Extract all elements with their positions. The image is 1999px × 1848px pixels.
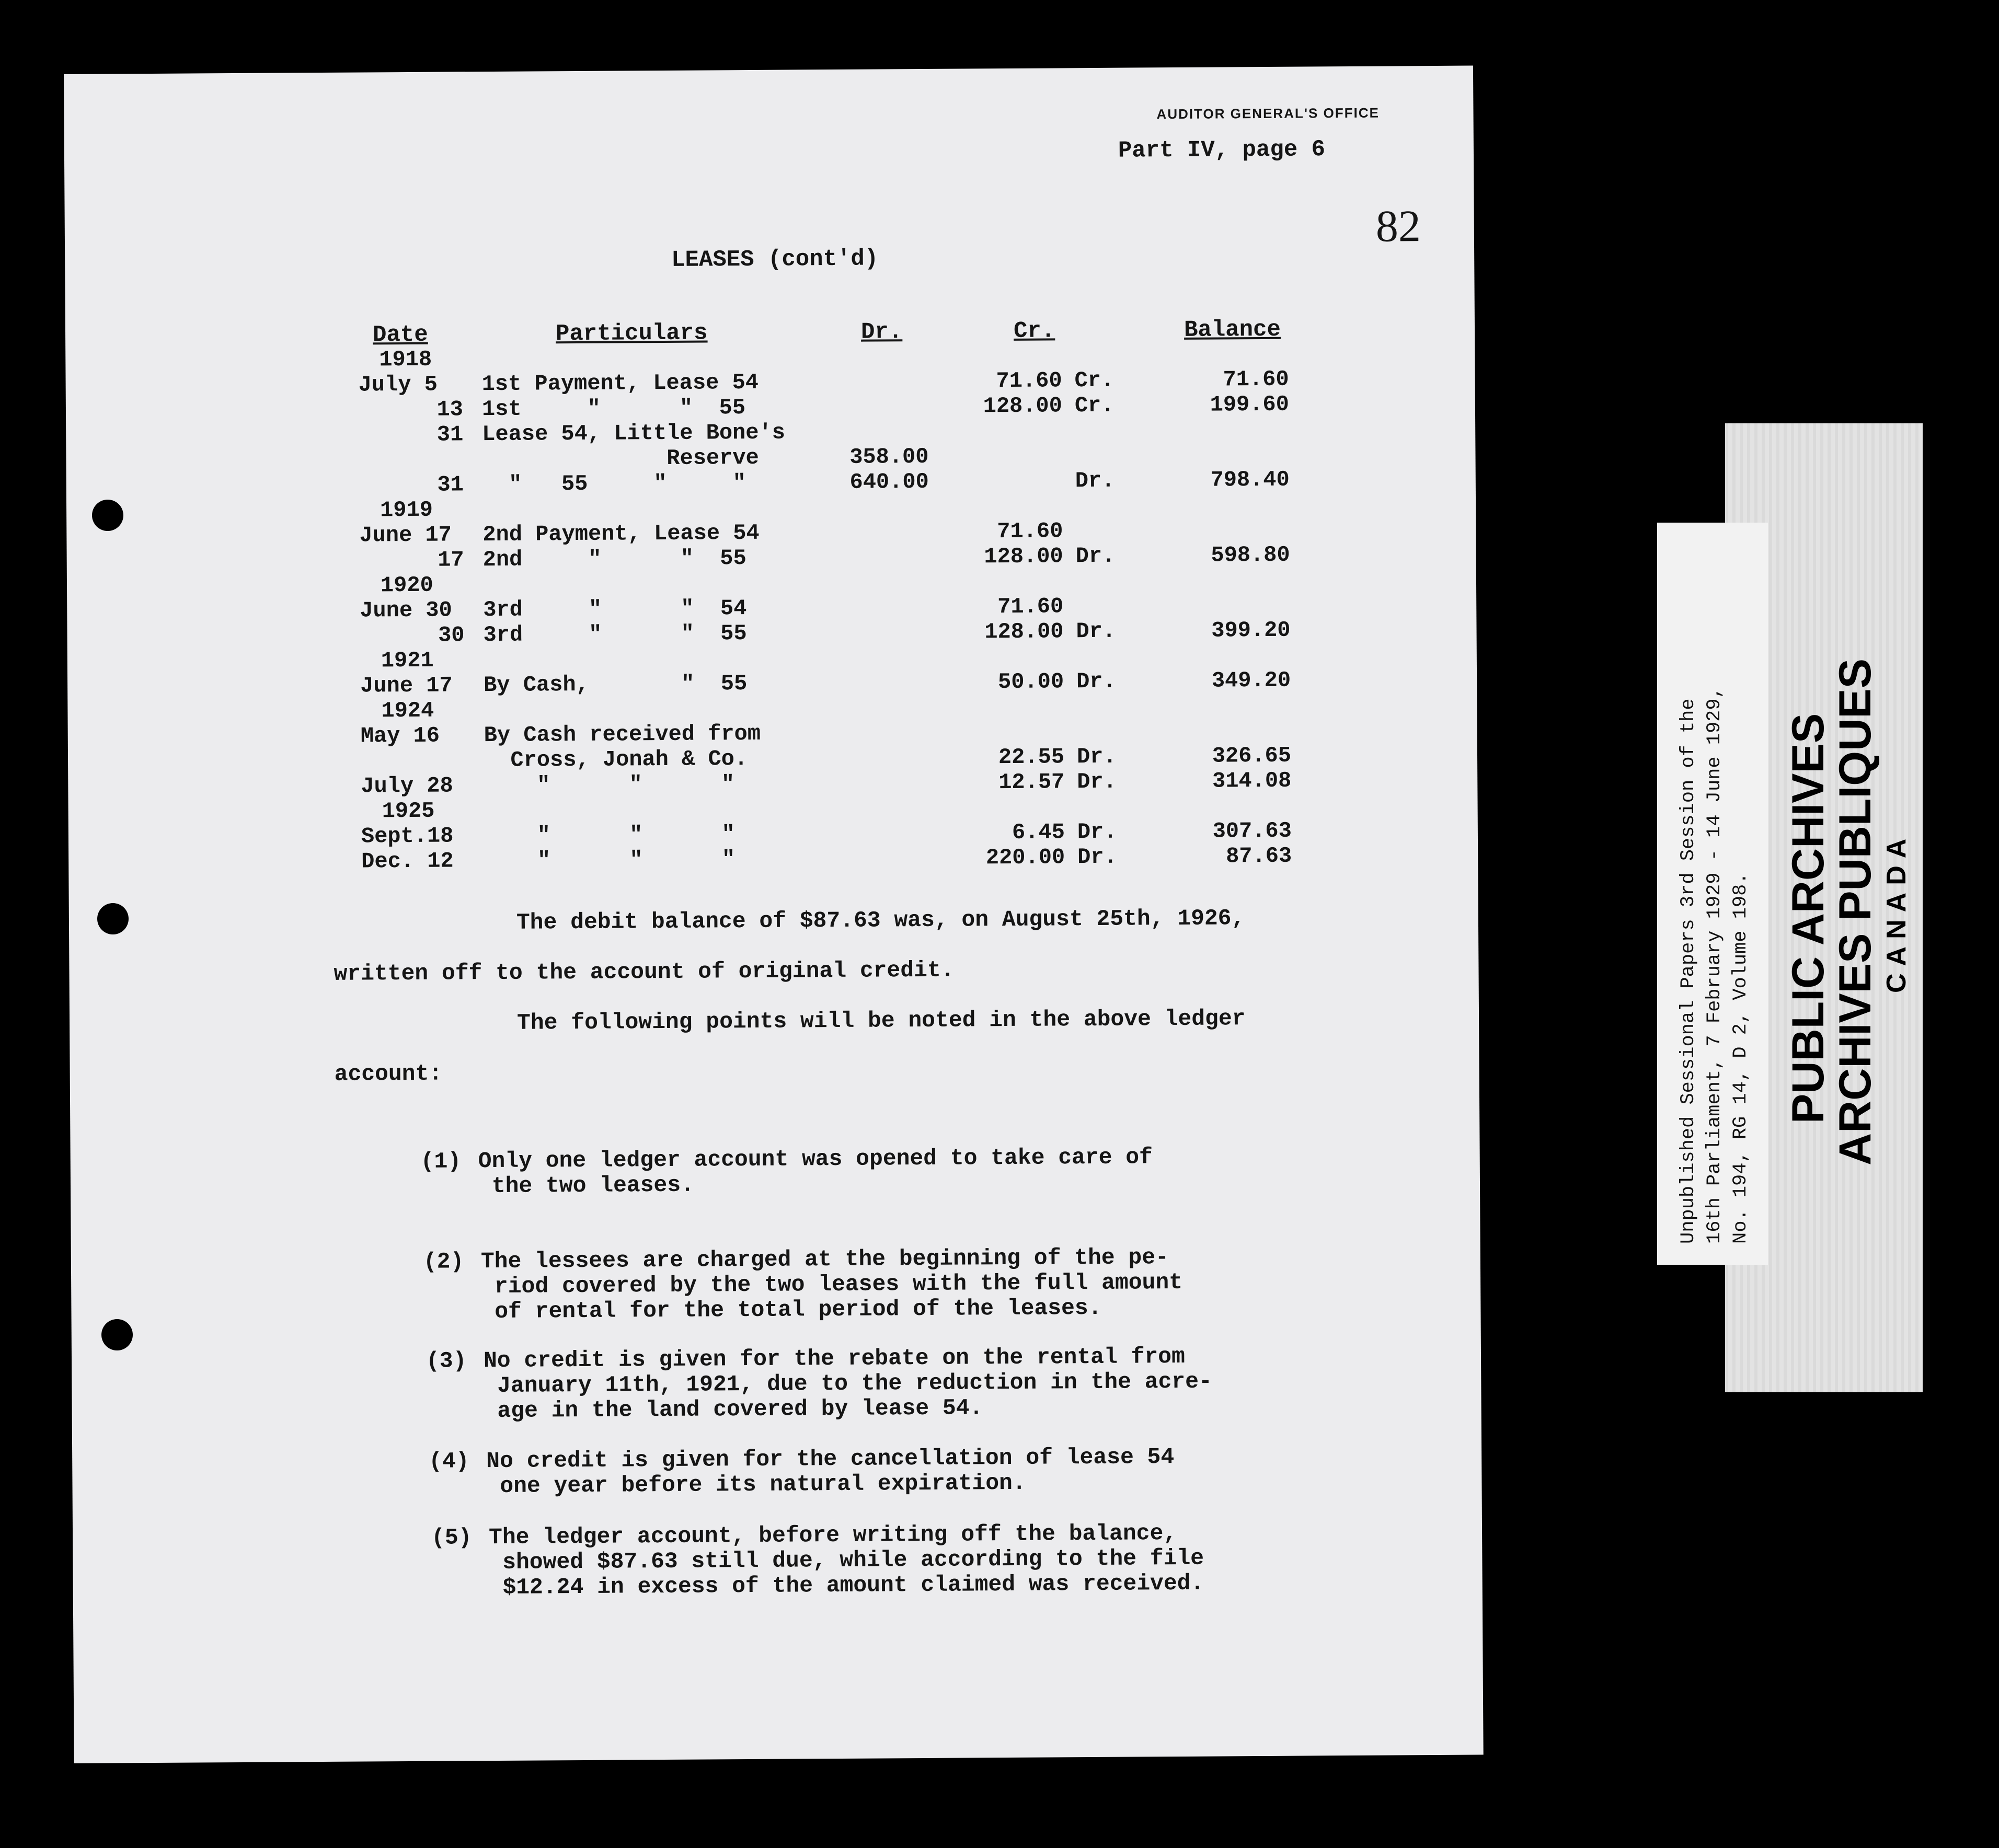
ledger-date: July 5 (358, 372, 438, 398)
ledger-date: June 30 (360, 597, 452, 623)
ledger-side: Cr. (1074, 367, 1115, 394)
point-text-line: one year before its natural expiration. (486, 1470, 1026, 1499)
ledger-credit: 6.45 (1012, 819, 1065, 845)
point-number: (1) (420, 1148, 462, 1174)
point-text-line: Only one ledger account was opened to take care of (478, 1144, 1153, 1174)
ledger-particulars: " " " (485, 847, 736, 874)
point-text-line: age in the land covered by lease 54. (484, 1395, 983, 1424)
ledger-credit: 71.60 (997, 518, 1063, 545)
column-header-date: Date (372, 321, 428, 349)
ledger-date: 13 (436, 397, 464, 422)
ledger-particulars: Cross, Jonah & Co. (484, 746, 748, 773)
ledger-particulars: 3rd " " 55 (483, 621, 747, 648)
ledger-date: 1918 (379, 346, 432, 373)
ledger-date: May 16 (360, 723, 440, 749)
ledger-particulars: " " " (484, 822, 735, 849)
ledger-side: Dr. (1075, 468, 1115, 494)
point-text-line: No credit is given for the cancellation of lease 54 (486, 1444, 1175, 1474)
ledger-date: June 17 (359, 522, 452, 548)
ledger-particulars: 1st Payment, Lease 54 (481, 369, 759, 397)
ledger-balance: 71.60 (1223, 366, 1289, 392)
ledger-particulars: 2nd Payment, Lease 54 (482, 520, 760, 548)
ledger-particulars: 1st " " 55 (481, 395, 746, 422)
archives-public-line: PUBLIC ARCHIVES (1783, 713, 1833, 1124)
ledger-side: Dr. (1077, 819, 1117, 845)
ledger-balance: 199.60 (1210, 391, 1290, 418)
document-page (64, 66, 1484, 1763)
ledger-balance: 326.65 (1212, 743, 1292, 769)
ledger-particulars: 3rd " " 54 (483, 596, 747, 623)
ledger-debit: 358.00 (849, 444, 929, 470)
ledger-side: Dr. (1076, 744, 1117, 770)
paragraph-debit-balance-cont: written off to the account of original credit. (334, 957, 955, 987)
ledger-date: 1921 (381, 648, 434, 674)
ledger-date: Sept.18 (361, 823, 454, 849)
column-header-particulars: Particulars (555, 320, 708, 348)
citation-line-2: 16th Parliament, 7 February 1929 - 14 June 1929, (1704, 687, 1726, 1244)
citation-line-3: No. 194, RG 14, D 2, Volume 198. (1730, 872, 1752, 1244)
point-number: (4) (429, 1448, 469, 1474)
ledger-credit: 71.60 (997, 594, 1064, 620)
point-text-line: of rental for the total period of the leases. (481, 1295, 1102, 1325)
archives-publiques-line: ARCHIVES PUBLIQUES (1830, 658, 1880, 1165)
ledger-credit: 220.00 (985, 845, 1065, 871)
column-header-cr: Cr. (1013, 318, 1055, 344)
column-header-balance: Balance (1184, 316, 1281, 343)
ledger-side: Dr. (1077, 844, 1117, 870)
paragraph-debit-balance: The debit balance of $87.63 was, on August 25th, 1926, (516, 905, 1245, 935)
ledger-credit: 128.00 (984, 619, 1064, 645)
ledger-particulars: " " " (484, 771, 735, 799)
binder-hole (101, 1319, 133, 1350)
ledger-particulars: By Cash, " 55 (484, 671, 748, 698)
ledger-credit: 128.00 (983, 393, 1063, 419)
ledger-side: Dr. (1075, 543, 1116, 569)
point-text-line: January 11th, 1921, due to the reduction in the acre- (484, 1368, 1212, 1399)
paragraph-points-intro-cont: account: (334, 1060, 443, 1087)
ledger-date: July 28 (361, 773, 453, 799)
ledger-side: Dr. (1077, 769, 1117, 795)
ledger-date: 17 (438, 547, 464, 573)
ledger-date: 31 (436, 422, 464, 447)
part-page-reference: Part IV, page 6 (1118, 136, 1326, 164)
binder-hole (92, 500, 123, 531)
ledger-particulars: By Cash received from (484, 721, 761, 748)
archives-canada-line: CANADA (1881, 831, 1912, 993)
ledger-credit: 128.00 (984, 544, 1063, 570)
ledger-particulars: 2nd " " 55 (482, 546, 746, 573)
ledger-credit: 22.55 (998, 744, 1065, 770)
ledger-date: 1919 (380, 497, 433, 523)
ledger-balance: 399.20 (1211, 617, 1291, 643)
ledger-balance: 314.08 (1212, 768, 1292, 794)
ledger-credit: 50.00 (997, 669, 1064, 695)
point-text-line: No credit is given for the rebate on the rental from (483, 1343, 1186, 1374)
ledger-debit: 640.00 (849, 469, 929, 495)
section-title: LEASES (cont'd) (671, 246, 879, 273)
ledger-balance: 798.40 (1210, 467, 1290, 493)
ledger-balance: 307.63 (1212, 818, 1292, 844)
ledger-date: 1920 (380, 572, 433, 598)
point-text-line: the two leases. (478, 1172, 695, 1199)
ledger-date: 30 (438, 622, 465, 648)
ledger-date: June 17 (360, 673, 453, 699)
ledger-particulars: " 55 " " (482, 470, 746, 498)
point-text-line: $12.24 in excess of the amount claimed was received. (489, 1570, 1204, 1601)
ledger-balance: 87.63 (1226, 843, 1292, 869)
ledger-date: 31 (437, 472, 464, 498)
ledger-credit: 12.57 (998, 769, 1065, 795)
ledger-balance: 349.20 (1211, 667, 1291, 694)
folio-number: 82 (1375, 201, 1421, 251)
ledger-date: Dec. 12 (361, 848, 454, 874)
ledger-side: Dr. (1076, 618, 1116, 644)
ledger-date: 1925 (382, 798, 435, 824)
ledger-date: 1924 (381, 698, 434, 724)
office-heading: AUDITOR GENERAL'S OFFICE (1156, 105, 1380, 122)
ledger-particulars: Reserve (482, 445, 759, 472)
point-text-line: riod covered by the two leases with the full amount (481, 1269, 1183, 1300)
ledger-balance: 598.80 (1211, 542, 1290, 568)
ledger-side: Cr. (1074, 392, 1115, 419)
binder-hole (97, 903, 129, 934)
citation-line-1: Unpublished Sessional Papers 3rd Session of the (1678, 698, 1699, 1244)
point-number: (3) (426, 1348, 467, 1374)
point-text-line: The ledger account, before writing off the balance, (488, 1520, 1177, 1551)
point-text-line: showed $87.63 still due, while according to the file (489, 1545, 1204, 1576)
point-number: (5) (431, 1524, 472, 1551)
point-text-line: The lessees are charged at the beginning of the pe- (480, 1244, 1169, 1275)
ledger-particulars: Lease 54, Little Bone's (482, 420, 786, 447)
column-header-dr: Dr. (860, 319, 903, 345)
paragraph-points-intro: The following points will be noted in the above ledger (516, 1006, 1246, 1036)
ledger-credit: 71.60 (996, 368, 1062, 394)
ledger-side: Dr. (1076, 668, 1116, 695)
point-number: (2) (423, 1249, 464, 1275)
